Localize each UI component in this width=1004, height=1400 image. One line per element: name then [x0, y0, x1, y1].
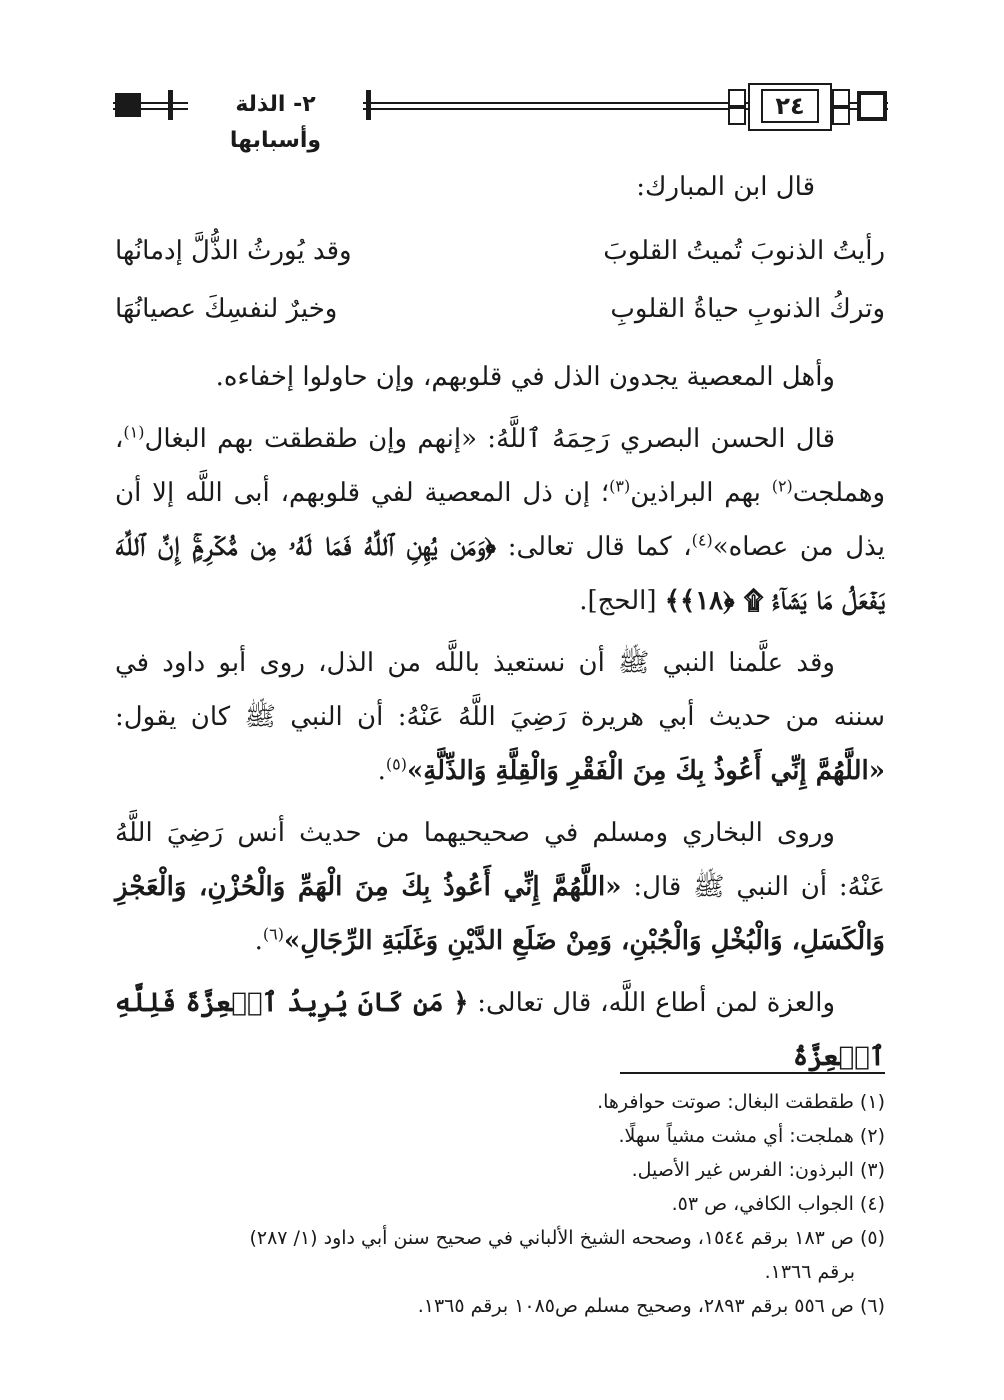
footnote-ref: (١) — [123, 422, 145, 442]
footnote: (٥) ص ١٨٣ برقم ١٥٤٤، وصححه الشيخ الألباني في صحيح سنن أبي داود (١/ ٢٨٧) — [249, 1227, 885, 1249]
quran-verse: ﴿وَمَن يُهِنِ ٱللَّهُ فَمَا لَهُۥ مِن مُّكۡرِمٍۚ إِنَّ ٱللَّهَ يَفۡعَلُ مَا يَشَآءُ ۩ ﴿١٨﴾﴾ — [115, 532, 885, 616]
poem-intro: قال ابن المبارك: — [636, 172, 815, 202]
header-bar-ornament — [168, 90, 173, 120]
poem-verse — [115, 222, 885, 280]
paragraph: وأهل المعصية يجدون الذل في قلوبهم، وإن حاولوا إخفاءه. — [215, 362, 835, 392]
header-fret-ornament — [728, 89, 746, 107]
quran-verse: ﴿ مَن كَانَ يُرِيدُ ٱلۡعِزَّةَ فَلِلَّهِ ٱلۡعِزَّةُ — [115, 988, 885, 1072]
verse-first-hemistich: رأيتُ الذنوبَ تُميتُ القلوبَ — [603, 236, 885, 266]
footnote-continuation: برقم ١٣٦٦. — [764, 1261, 855, 1283]
header-bar-ornament — [366, 90, 371, 120]
header-fret-ornament — [728, 107, 746, 125]
footnote: (٦) ص ٥٥٦ برقم ٢٨٩٣، وصحيح مسلم ص١٠٨٥ برقم ١٣٦٥. — [417, 1295, 885, 1317]
footnote: (٣) البرذون: الفرس غير الأصيل. — [631, 1159, 885, 1181]
footnote-ref: (٣) — [609, 476, 631, 496]
page-header — [113, 80, 888, 153]
footnote-ref: (٢) — [771, 476, 793, 496]
hadith-text: «اللَّهُمَّ إِنِّي أَعُوذُ بِكَ مِنَ الْهَمِّ وَالْحُزْنِ، وَالْعَجْزِ وَالْكَسَلِ، وَالْبُخْلِ وَالْجُبْنِ، وَمِنْ ضَلَعِ الدَّيْنِ وَغَلَبَةِ الرِّجَالِ» — [115, 872, 885, 956]
verse-second-hemistich: وقد يُورثُ الذُّلَّ إدمانُها — [115, 236, 352, 266]
footnote: (٤) الجواب الكافي، ص ٥٣. — [671, 1193, 885, 1215]
header-square-ornament — [857, 91, 887, 121]
header-fret-ornament — [832, 107, 850, 125]
footnote-separator — [620, 1072, 885, 1074]
paragraph: والعزة لمن أطاع اللَّه، قال تعالى: ﴿ مَن كَانَ يُرِيدُ ٱلۡعِزَّةَ فَلِلَّهِ ٱلۡعِزَّةُ — [115, 988, 885, 1072]
hadith-text: «اللَّهُمَّ إِنِّي أَعُوذُ بِكَ مِنَ الْفَقْرِ وَالْقِلَّةِ وَالذِّلَّةِ» — [406, 756, 885, 786]
paragraph: وقد علَّمنا النبي ﷺ أن نستعيذ باللَّه من الذل، روى أبو داود في سننه من حديث أبي هريرة رَضِيَ اللَّهُ عَنْهُ: أن النبي ﷺ كان يقول: «اللَّهُمَّ إِنِّي أَعُوذُ بِكَ مِنَ الْفَقْرِ وَالْقِلَّةِ وَالذِّلَّةِ»$^{(٥)}$. — [115, 648, 885, 786]
footnote-ref: (٦) — [262, 924, 284, 944]
header-block-ornament — [115, 93, 141, 117]
paragraph: وروى البخاري ومسلم في صحيحيهما من حديث أنس رَضِيَ اللَّهُ عَنْهُ: أن النبي ﷺ قال: «اللَّهُمَّ إِنِّي أَعُوذُ بِكَ مِنَ الْهَمِّ وَالْحُزْنِ، وَالْعَجْزِ وَالْكَسَلِ، وَالْبُخْلِ وَالْجُبْنِ، وَمِنْ ضَلَعِ الدَّيْنِ وَغَلَبَةِ الرِّجَالِ»$^{(٦)}$. — [115, 818, 885, 956]
header-fret-ornament — [832, 89, 850, 107]
poem-verse — [115, 280, 885, 338]
footnote: (١) طقطقت البغال: صوتت حوافرها. — [597, 1091, 885, 1113]
footnote-ref: (٤) — [691, 530, 713, 550]
page-number: ٢٤ — [761, 89, 819, 123]
verse-second-hemistich: وخيرٌ لنفسِكَ عصيانُهَا — [115, 294, 338, 324]
verse-first-hemistich: وتركُ الذنوبِ حياةُ القلوبِ — [610, 294, 885, 324]
main-text — [115, 160, 885, 1092]
footnotes — [115, 1085, 885, 1323]
footnote: (٢) هملجت: أي مشت مشياً سهلًا. — [618, 1125, 885, 1147]
paragraph: قال الحسن البصري رَحِمَهُ ٱللَّهُ: «إنهم وإن طقطقت بهم البغال$^{(١)}$، وهملجت$^{(٢)}$ بهم البراذين$^{(٣)}$؛ إن ذل المعصية لفي قلوبهم، أبى اللَّه إلا أن يذل من عصاه»$^{(٤)}$، كما قال تعالى: ﴿وَمَن يُهِنِ ٱللَّهُ فَمَا لَهُۥ مِن مُّكۡرِمٍۚ إِنَّ ٱللَّهَ يَفۡعَلُ مَا يَشَآءُ ۩ ﴿١٨﴾﴾ [الحج]. — [115, 422, 886, 616]
chapter-title: ٢- الذلة وأسبابها — [188, 87, 363, 123]
footnote-ref: (٥) — [385, 754, 407, 774]
